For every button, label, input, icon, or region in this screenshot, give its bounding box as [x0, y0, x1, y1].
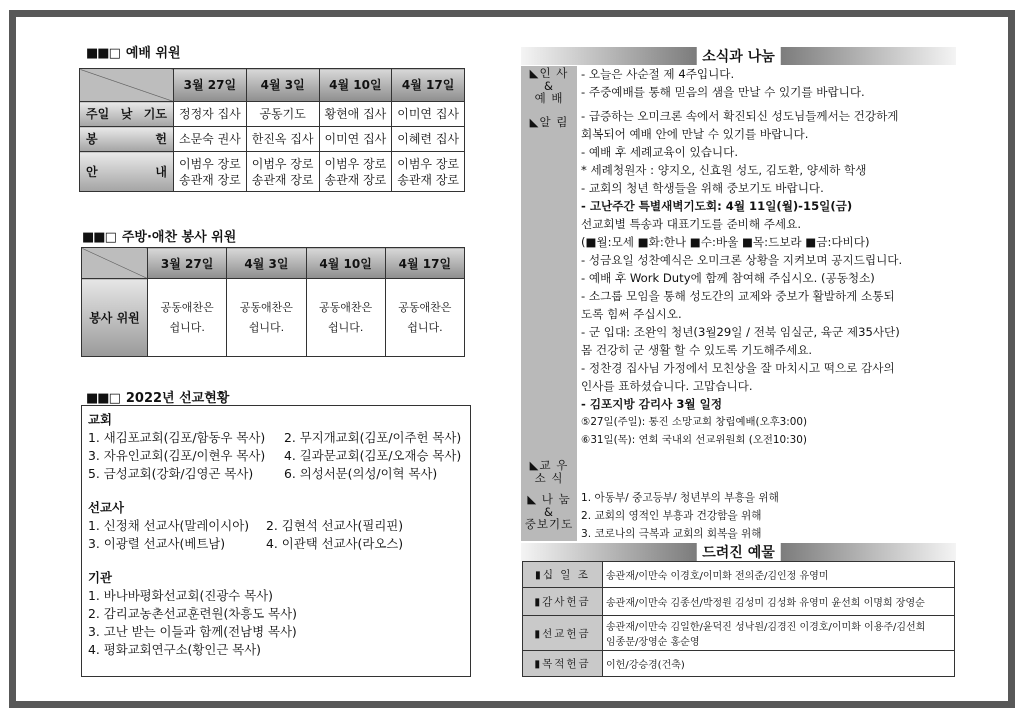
news-line: - 고난주간 특별새벽기도회: 4월 11일(월)-15일(금) [581, 199, 853, 213]
news-line: - 정찬경 집사님 가정에서 모친상을 잘 마치시고 떡으로 감사의 [581, 361, 895, 375]
news-line: 선교회별 특송과 대표기도를 준비해 주세요. [581, 217, 802, 231]
offerings-table [522, 561, 955, 677]
kitchen-table [81, 247, 465, 357]
table-cell: 한진옥 집사 [246, 127, 319, 152]
date-header: 3월 27일 [174, 69, 247, 102]
list-item: 4. 이관택 선교사(라오스) [266, 536, 404, 551]
news-line: 인사를 표하셨습니다. 고맙습니다. [581, 379, 753, 393]
kitchen-heading: ■■□ 주방·애찬 봉사 위원 [82, 230, 237, 245]
list-item: 1. 바나바평화선교회(진광수 목사) [88, 588, 273, 603]
news-line: - 소그룹 모임을 통해 성도간의 교제와 중보가 활발하게 소통되 [581, 289, 895, 303]
news-line: - 군 입대: 조완익 청년(3월29일 / 전북 임실군, 육군 제35사단) [581, 325, 900, 339]
worship-heading: ■■□ 예배 위원 [86, 46, 181, 61]
table-corner [82, 248, 148, 279]
news-line: - 예배 후 Work Duty에 함께 참여해 주십시오. (공동청소) [581, 271, 875, 285]
news-line: * 세례청원자 : 양지오, 신효원 성도, 김도환, 양세하 학생 [581, 163, 867, 177]
table-cell: 정정자 집사 [174, 102, 247, 127]
list-item: 2. 무지개교회(김포/이주헌 목사) [284, 430, 462, 445]
missionaries-title: 선교사 [88, 500, 124, 515]
table-cell: 이범우 장로 송관재 장로 [319, 152, 392, 192]
offering-names: 송관재/이만숙 이경호/이미화 전의준/김인정 유영미 [603, 562, 955, 588]
news-section [521, 66, 954, 541]
date-header: 4월 17일 [392, 69, 465, 102]
table-cell: 이미연 집사 [319, 127, 392, 152]
news-line: 몸 건강히 군 생활 할 수 있도록 기도해주세요. [581, 343, 813, 357]
list-item: 1. 신정채 선교사(말레이시아) [88, 518, 250, 533]
date-header: 4월 3일 [246, 69, 319, 102]
news-line: - 예배 후 세례교육이 있습니다. [581, 145, 739, 159]
news-line: (■월:모세 ■화:한나 ■수:바울 ■목:드보라 ■금:다비다) [581, 235, 870, 249]
table-cell: 이범우 장로 송관재 장로 [246, 152, 319, 192]
date-header: 3월 27일 [148, 248, 227, 279]
table-cell: 공동애찬은 쉽니다. [385, 279, 464, 357]
table-cell: 이범우 장로 송관재 장로 [392, 152, 465, 192]
news-line: - 성금요일 성찬예식은 오미크론 상황을 지켜보며 공지드립니다. [581, 253, 903, 267]
table-cell: 공동애찬은 쉽니다. [227, 279, 306, 357]
news-line: - 김포지방 감리사 3월 일정 [581, 397, 723, 411]
list-item: 2. 김현석 선교사(필리핀) [266, 518, 404, 533]
table-cell: 이미연 집사 [392, 102, 465, 127]
offering-names: 송관재/이만숙 김일한/윤덕진 성낙원/김경진 이경호/이미화 이용주/김선희 임종문/장영순 홍순영 [603, 616, 955, 651]
table-cell: 이범우 장로 송관재 장로 [174, 152, 247, 192]
prayer-item: 1. 아동부/ 중고등부/ 청년부의 부흥을 위해 [581, 492, 779, 504]
prayer-item: 2. 교회의 영적인 부흥과 건강함을 위해 [581, 510, 762, 522]
row-label-offering: 봉 헌 [80, 127, 174, 152]
offering-label: ▮십 일 조 [523, 562, 603, 588]
offering-label: ▮선교헌금 [523, 616, 603, 651]
news-heading-bar [521, 47, 956, 65]
news-content [581, 65, 959, 449]
churches-title: 교회 [88, 412, 112, 427]
list-item: 3. 이광렬 선교사(베트남) [88, 536, 226, 551]
orgs-title: 기관 [88, 570, 112, 585]
mission-box [81, 405, 471, 677]
offering-names: 송관재/이만숙 김종선/박정원 김성미 김성화 유영미 윤선희 이명희 장영순 [603, 588, 955, 616]
news-line: - 오늘은 사순절 제 4주입니다. [581, 67, 735, 81]
list-item: 1. 새김포교회(김포/함동우 목사) [88, 430, 266, 445]
label-members: ◣교 우 소 식 [529, 458, 569, 485]
table-cell: 황현애 집사 [319, 102, 392, 127]
date-header: 4월 3일 [227, 248, 306, 279]
list-item: 6. 의성서문(의성/이혁 목사) [284, 466, 438, 481]
news-line: - 급증하는 오미크론 속에서 확진되신 성도님들께서는 건강하게 [581, 109, 899, 123]
row-label-service: 봉사 위원 [82, 279, 148, 357]
news-line: - 교회의 청년 학생들을 위해 중보기도 바랍니다. [581, 181, 824, 195]
list-item: 3. 고난 받는 이들과 함께(전남병 목사) [88, 624, 297, 639]
date-header: 4월 10일 [319, 69, 392, 102]
list-item: 3. 자유인교회(김포/이현우 목사) [88, 448, 266, 463]
table-corner [80, 69, 174, 102]
label-notice: ◣알 림 [529, 115, 569, 129]
news-heading: 소식과 나눔 [696, 46, 781, 66]
mission-heading: ■■□ 2022년 선교현황 [86, 391, 230, 406]
row-label-usher: 안 내 [80, 152, 174, 192]
offerings-heading-bar [521, 543, 956, 561]
offering-label: ▮목적헌금 [523, 651, 603, 677]
news-line: ⑥31일(목): 연회 국내외 선교위원회 (오전10:30) [581, 434, 807, 446]
label-greeting: ◣인 사 & 예 배 [529, 66, 569, 105]
prayer-item: 3. 코로나의 극복과 교회의 회복을 위해 [581, 528, 762, 540]
prayer-list [581, 489, 959, 543]
news-line: ⑤27일(주일): 통진 소망교회 창립예배(오후3:00) [581, 416, 808, 428]
date-header: 4월 17일 [385, 248, 464, 279]
news-line: - 주중예배를 통해 믿음의 샘을 만날 수 있기를 바랍니다. [581, 85, 865, 99]
date-header: 4월 10일 [306, 248, 385, 279]
offering-label: ▮감사헌금 [523, 588, 603, 616]
row-label-prayer: 주일 낮 기도 [80, 102, 174, 127]
table-cell: 공동애찬은 쉽니다. [148, 279, 227, 357]
news-line: 도록 힘써 주십시오. [581, 307, 682, 321]
news-line: 회복되어 예배 안에 만날 수 있기를 바랍니다. [581, 127, 809, 141]
offering-names: 이헌/강승경(건축) [603, 651, 955, 677]
label-prayer: ◣ 나 눔 & 중보기도 [524, 492, 574, 531]
worship-table [79, 68, 465, 192]
list-item: 4. 길과문교회(김포/오재승 목사) [284, 448, 462, 463]
table-cell: 공동기도 [246, 102, 319, 127]
list-item: 5. 금성교회(강화/김영곤 목사) [88, 466, 254, 481]
table-cell: 이혜련 집사 [392, 127, 465, 152]
list-item: 4. 평화교회연구소(황인근 목사) [88, 642, 261, 657]
table-cell: 공동애찬은 쉽니다. [306, 279, 385, 357]
offerings-heading: 드려진 예물 [696, 542, 781, 562]
list-item: 2. 감리교농촌선교훈련원(차흥도 목사) [88, 606, 297, 621]
table-cell: 소문숙 권사 [174, 127, 247, 152]
